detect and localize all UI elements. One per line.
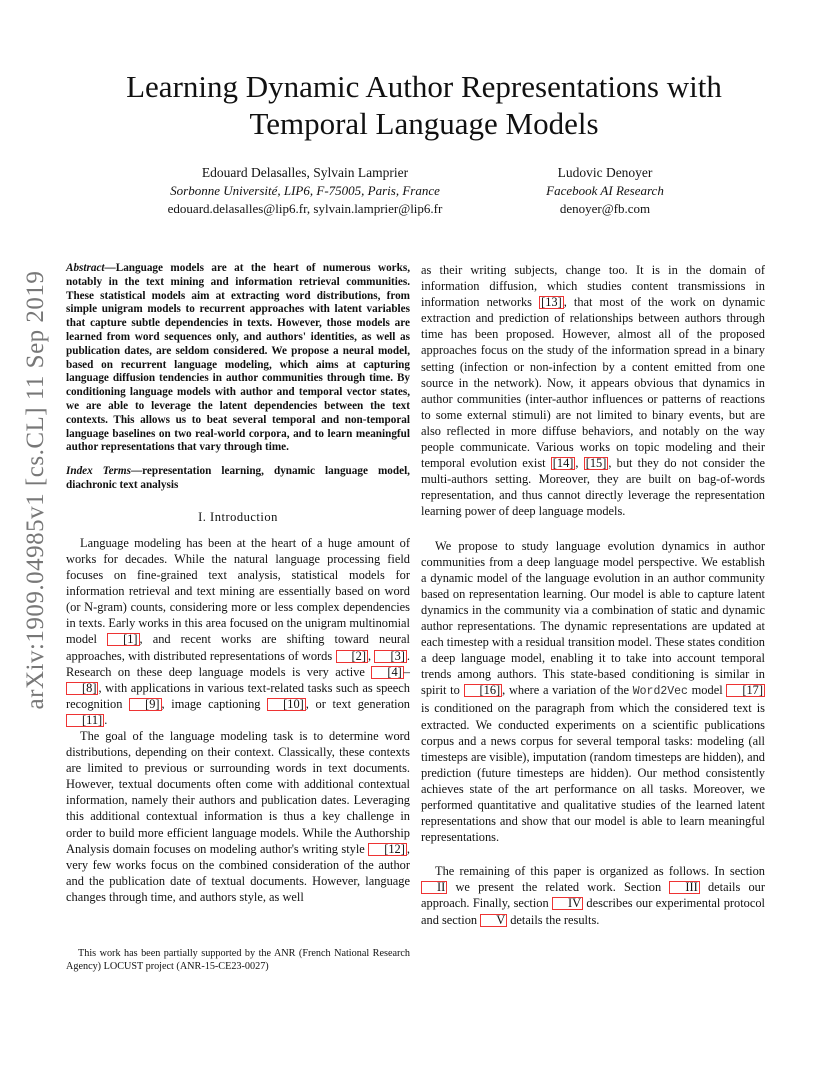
section-heading: I. Introduction bbox=[198, 509, 278, 524]
citation-link[interactable]: [15] bbox=[585, 456, 607, 471]
text: , with applications in various text-related tasks such as speech recognition bbox=[66, 680, 410, 711]
author-email: edouard.delasalles@lip6.fr, sylvain.lamprier@lip6.fr bbox=[167, 201, 443, 216]
author-affiliation: Facebook AI Research bbox=[546, 183, 664, 198]
citation-link[interactable]: [4] bbox=[371, 666, 403, 679]
citation-link[interactable]: [11] bbox=[66, 714, 104, 727]
paper-title bbox=[60, 68, 788, 142]
text: model bbox=[687, 683, 727, 698]
text: describes our experimental protocol and section bbox=[421, 896, 765, 927]
title-line-2: Temporal Language Models bbox=[249, 106, 599, 141]
text: , bbox=[575, 456, 584, 471]
title-line-1: Learning Dynamic Author Representations with bbox=[126, 69, 722, 104]
code-word2vec: Word2Vec bbox=[632, 685, 688, 699]
citation-link[interactable]: [17] bbox=[726, 684, 765, 697]
section-link[interactable]: II bbox=[421, 881, 447, 894]
text: we present the related work. Section bbox=[447, 880, 670, 895]
text: . bbox=[104, 712, 108, 727]
text: Language modeling has been at the heart of a huge amount of works for decades. While the natural language processing field focuses on fine-grained text analysis, statistical models for information retrieval and text mining are essentially based on word (or N-gram) counts, considering more or less complex dependencies in texts. Early works in this area focused on the unigram multinomial model bbox=[66, 535, 410, 647]
text: , that most of the work on dynamic extraction and prediction of relationships between authors through time has been proposed. However, almost all of the proposed approaches focus on the study of the information spread in a binary setting (infection or non-infection by a content emitted from one source in the network). Now, it appears obvious that dynamics in author communities (inter-author influences or patterns of reactions to some external stimuli) are not limited to binary events, but are also reflected in more diffuse behaviors, and notably on the way people communicate. Various works on topic modeling and their temporal evolution exist bbox=[421, 295, 765, 471]
author-affiliation: Sorbonne Université, LIP6, F-75005, Paris, France bbox=[170, 183, 440, 198]
section-link[interactable]: V bbox=[480, 914, 507, 927]
citation-link[interactable]: [12] bbox=[368, 843, 407, 856]
intro-paragraph-5 bbox=[421, 863, 765, 927]
author-email: denoyer@fb.com bbox=[559, 201, 651, 216]
arxiv-id: arXiv:1909.04985v1 [cs.CL] 11 Sep 2019 bbox=[22, 270, 49, 710]
author-names: Edouard Delasalles, Sylvain Lamprier bbox=[201, 165, 409, 180]
intro-paragraph-3 bbox=[421, 262, 765, 520]
citation-link[interactable]: [16] bbox=[464, 684, 503, 697]
index-terms-text: —representation learning, dynamic language model, diachronic text analysis bbox=[66, 465, 410, 491]
citation-link[interactable]: [8] bbox=[66, 682, 98, 695]
citation-link[interactable]: [2] bbox=[336, 650, 368, 663]
citation-link[interactable]: [14] bbox=[552, 456, 574, 471]
text: details our approach. Finally, section bbox=[421, 880, 765, 911]
index-terms bbox=[66, 465, 410, 493]
text: , bbox=[367, 648, 375, 663]
abstract-label: Abstract bbox=[66, 262, 105, 274]
intro-paragraph-4 bbox=[421, 538, 765, 846]
text: The goal of the language modeling task is to determine word distributions, depending on their context. Classically, these contexts are limited to previous or surrounding words in text documents. However, textual documents often come with additional contextual information, namely their authors and publication dates. Leveraging this additional contextual information is thus a key challenge in order to build more efficient language models. While the Authorship Analysis domain focuses on modeling author's writing style bbox=[66, 728, 410, 856]
text: . Research on these deep language models is very active bbox=[66, 648, 410, 679]
text: is conditioned on the paragraph from which the considered text is extracted. We conducted experiments on a scientific publications corpus and a news corpus for several temporal tasks: modeling (all timesteps are visible), imputation (random timesteps are hidden), and prediction (future timesteps are hidden). Our method consistently achieves state of the art performance on all tasks. Moreover, we performed quantitative and qualitative studies of the learned latent representations and show that our model is able to learn meaningful representations. bbox=[421, 701, 765, 845]
footnote-text: This work has been partially supported by the ANR (French National Research Agency) LOCUST project (ANR-15-CE23-0027) bbox=[66, 948, 410, 972]
right-column bbox=[421, 262, 765, 928]
citation-link[interactable]: [1] bbox=[107, 633, 139, 646]
author-block-2 bbox=[520, 164, 690, 218]
text: details the results. bbox=[507, 912, 600, 927]
intro-paragraph-1 bbox=[66, 535, 410, 728]
citation-link[interactable]: [13] bbox=[541, 295, 562, 310]
abstract-text: —Language models are at the heart of numerous works, notably in the text mining and information retrieval communities. These statistical models aim at extracting word distributions, from simple unigram models to recurrent approaches with latent variables that capture subtle dependencies in texts. However, those models are learned from word sequences only, and authors' identities, as well as publication dates, are seldom considered. We propose a neural model, based on recurrent language modeling, which aims at capturing language diffusion tendencies in author communities through time. By conditioning language models with author and temporal vector states, we are able to leverage the latent dependencies between the text contexts. This allows us to beat several temporal and non-temporal language baselines on two real-world corpora, and to learn meaningful author representations that vary through time. bbox=[66, 262, 410, 454]
text: , where a variation of the bbox=[502, 683, 633, 698]
text: We propose to study language evolution dynamics in author communities from a deep language model perspective. We establish a dynamic model of the language evolution in an author community based on representation learning. Our model is able to capture latent dynamics in the community via a combination of static and dynamic author representations. The dynamic representations are updated at each timestep with a residual transition model. These states condition a deep language model, enabling it to take into account temporal trends among authors. This state-based conditioning is similar in spirit to bbox=[421, 538, 765, 698]
section-link[interactable]: III bbox=[669, 881, 699, 894]
citation-link[interactable]: [10] bbox=[267, 698, 306, 711]
citation-link[interactable]: [3] bbox=[374, 650, 406, 663]
text: , but they do not consider the multi-authors setting. Moreover, they are built on bag-of-words representation, and thus cannot directly leverage the representation learning power of deep language models. bbox=[421, 456, 765, 519]
index-terms-label: Index Terms bbox=[66, 465, 131, 478]
text: as their writing subjects, change too. It is in the domain of information diffusion, which studies content transmissions in information networks bbox=[421, 263, 765, 310]
footnote bbox=[66, 947, 410, 973]
left-column bbox=[66, 262, 410, 905]
arxiv-sidebar-stamp bbox=[16, 270, 56, 710]
text: – bbox=[403, 664, 410, 679]
citation-link[interactable]: [9] bbox=[129, 698, 161, 711]
author-names: Ludovic Denoyer bbox=[557, 165, 653, 180]
author-block-1 bbox=[140, 164, 470, 218]
abstract bbox=[66, 262, 410, 455]
text: , or text generation bbox=[305, 696, 411, 711]
text: The remaining of this paper is organized as follows. In section bbox=[435, 864, 765, 879]
section-link[interactable]: IV bbox=[552, 897, 583, 910]
text: , very few works focus on the combined consideration of the author and the publication date of textual documents. However, language changes through time, and authors style, as well bbox=[66, 841, 410, 904]
text: , image captioning bbox=[161, 696, 268, 711]
text: , and recent works are shifting toward neural approaches, with distributed representations of words bbox=[66, 632, 410, 663]
intro-paragraph-2 bbox=[66, 728, 410, 905]
